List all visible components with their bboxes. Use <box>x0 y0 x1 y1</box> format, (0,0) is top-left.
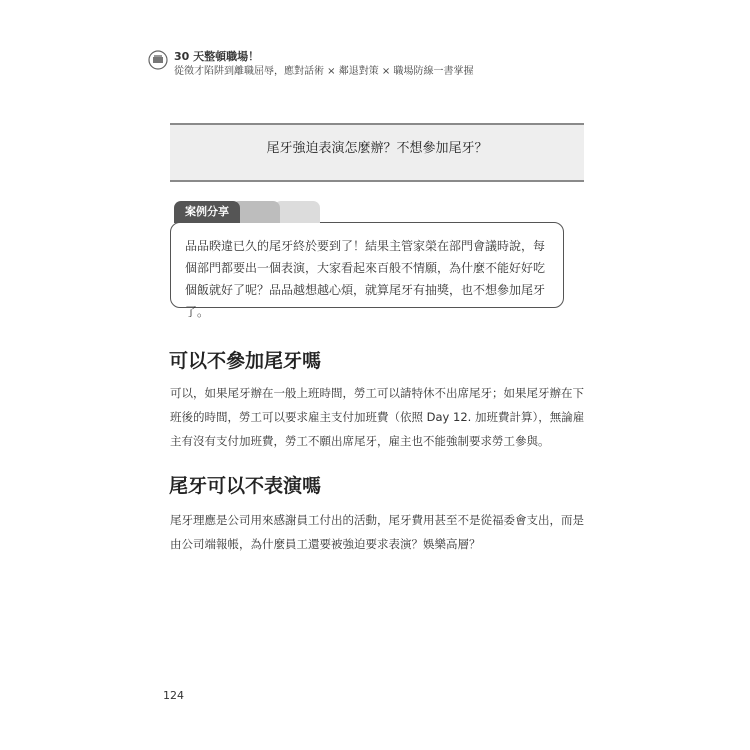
case-share-tab: 案例分享 <box>174 201 240 223</box>
section-heading: 可以不參加尾牙嗎 <box>169 350 322 372</box>
chapter-banner <box>170 123 584 182</box>
book-series-icon <box>148 50 168 70</box>
case-text: 品品睽違已久的尾牙終於要到了！結果主管家榮在部門會議時說，每個部門都要出一個表演，大家看起來百般不情願，為什麼不能好好吃個飯就好了呢？品品越想越心煩，就算尾牙有抽獎，也不想參加尾牙了。 <box>185 239 546 319</box>
case-tabs <box>174 201 344 223</box>
page-number: 124 <box>163 689 184 702</box>
section-heading: 尾牙可以不表演嗎 <box>169 475 322 497</box>
chapter-title: 尾牙強迫表演怎麼辦？不想參加尾牙？ <box>266 141 488 156</box>
section-paragraph: 尾牙理應是公司用來感謝員工付出的活動，尾牙費用甚至不是從福委會支出，而是由公司端報帳，為什麼員工還要被強迫要求表演？娛樂高層？ <box>170 513 584 551</box>
section-paragraph: 可以，如果尾牙辦在一般上班時間，勞工可以請特休不出席尾牙；如果尾牙辦在下班後的時間，勞工可以要求雇主支付加班費（依照 Day 12. 加班費計算），無論雇主有沒有支付加班費，勞工不願出席尾牙，雇主也不能強制要求勞工參與。 <box>170 386 585 448</box>
case-box <box>170 222 564 319</box>
banner-divider <box>170 180 584 182</box>
book-title: 30 天整頓職場！ <box>174 50 260 63</box>
book-subtitle: 從徵才陷阱到離職屈辱，應對話術 × 鄰退對策 × 職場防線一書掌握 <box>174 66 474 77</box>
decorative-tab <box>274 201 320 223</box>
